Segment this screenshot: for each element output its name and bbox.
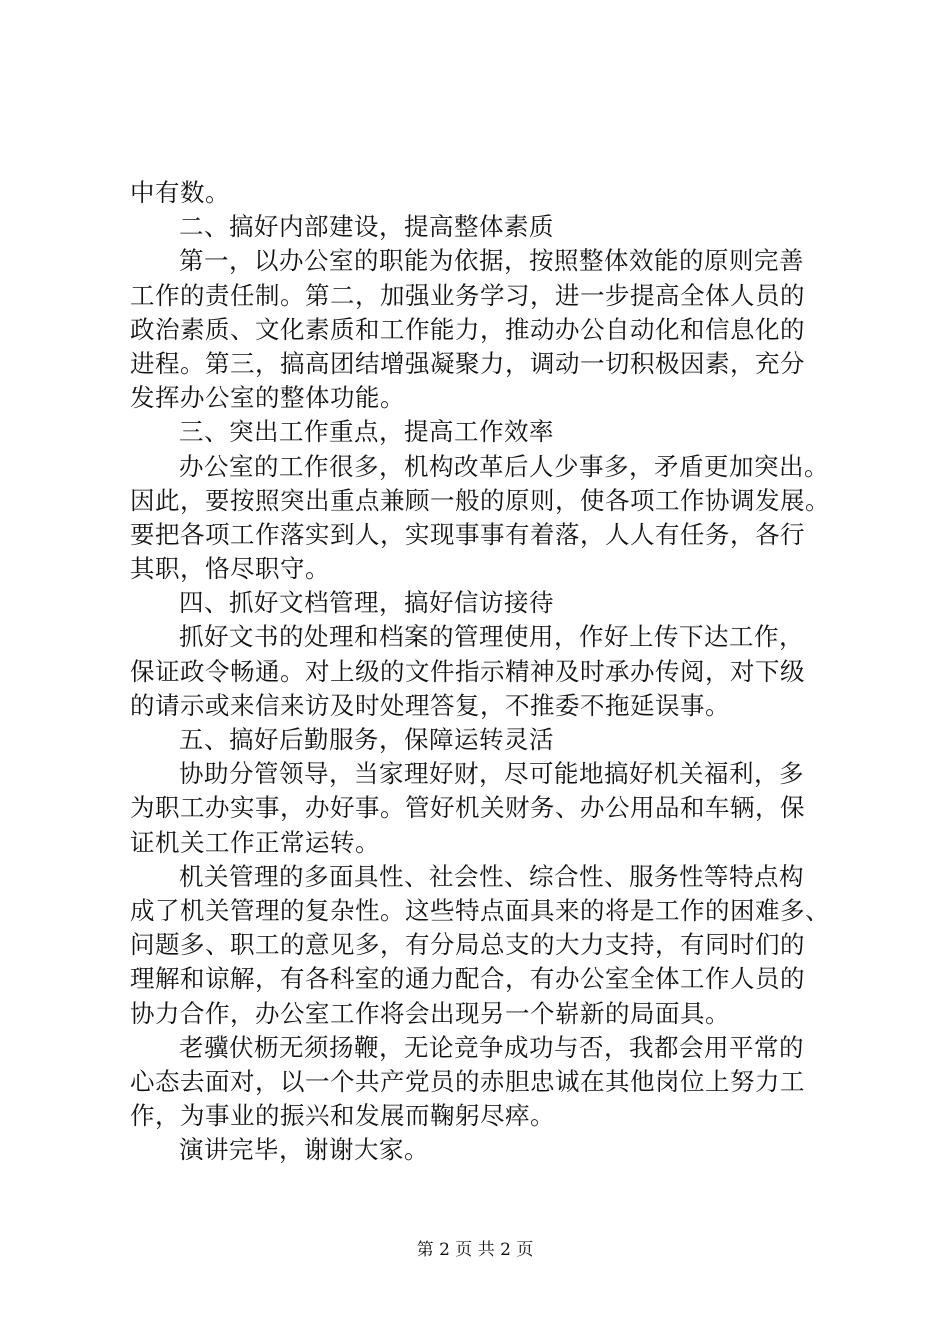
text-line: 因此，要按照突出重点兼顾一般的原则，使各项工作协调发展。 xyxy=(130,485,830,515)
text-line: 办公室的工作很多，机构改革后人少事多，矛盾更加突出。 xyxy=(179,451,829,481)
text-line: 要把各项工作落实到人，实现事事有着落，人人有任务，各行 xyxy=(130,519,805,549)
section-heading: 四、抓好文档管理，搞好信访接待 xyxy=(179,588,554,618)
text-line: 发挥办公室的整体功能。 xyxy=(130,383,405,413)
page-number-label: 第 2 页 共 2 页 xyxy=(416,1240,534,1260)
text-line: 中有数。 xyxy=(130,178,230,207)
text-line: 其职，恪尽职守。 xyxy=(130,554,330,584)
text-line: 保证政令畅通。对上级的文件指示精神及时承办传阅，对下级 xyxy=(130,656,805,686)
text-line: 第一，以办公室的职能为依据，按照整体效能的原则完善 xyxy=(179,246,804,276)
text-line: 演讲完毕，谢谢大家。 xyxy=(179,1135,429,1165)
text-line: 工作的责任制。第二，加强业务学习，进一步提高全体人员的 xyxy=(130,280,805,310)
text-line: 的请示或来信来访及时处理答复，不推委不拖延误事。 xyxy=(130,690,730,720)
text-line: 协助分管领导，当家理好财，尽可能地搞好机关福利，多 xyxy=(179,759,804,789)
section-heading: 五、搞好后勤服务，保障运转灵活 xyxy=(179,725,554,754)
text-line: 问题多、职工的意见多，有分局总支的大力支持，有同时们的 xyxy=(130,930,805,960)
section-heading: 二、搞好内部建设，提高整体素质 xyxy=(179,212,554,242)
document-body xyxy=(130,176,835,1167)
text-line: 心态去面对，以一个共产党员的赤胆忠诚在其他岗位上努力工 xyxy=(130,1066,805,1096)
text-line: 成了机关管理的复杂性。这些特点面具来的将是工作的困难多、 xyxy=(130,895,830,925)
page-footer xyxy=(0,1238,950,1262)
text-line: 证机关工作正常运转。 xyxy=(130,827,380,857)
text-line: 老骥伏枥无须扬鞭，无论竞争成功与否，我都会用平常的 xyxy=(179,1032,804,1062)
text-line: 政治素质、文化素质和工作能力，推动办公自动化和信息化的 xyxy=(130,314,805,344)
text-line: 为职工办实事，办好事。管好机关财务、办公用品和车辆，保 xyxy=(130,793,805,823)
text-line: 协力合作，办公室工作将会出现另一个崭新的局面具。 xyxy=(130,998,730,1028)
text-line: 机关管理的多面具性、社会性、综合性、服务性等特点构 xyxy=(179,861,804,891)
section-heading: 三、突出工作重点，提高工作效率 xyxy=(179,417,554,447)
text-line: 作，为事业的振兴和发展而鞠躬尽瘁。 xyxy=(130,1101,555,1131)
text-line: 抓好文书的处理和档案的管理使用，作好上传下达工作， xyxy=(179,622,804,652)
text-line: 理解和谅解，有各科室的通力配合，有办公室全体工作人员的 xyxy=(130,964,805,994)
text-line: 进程。第三，搞高团结增强凝聚力，调动一切积极因素，充分 xyxy=(130,348,805,378)
